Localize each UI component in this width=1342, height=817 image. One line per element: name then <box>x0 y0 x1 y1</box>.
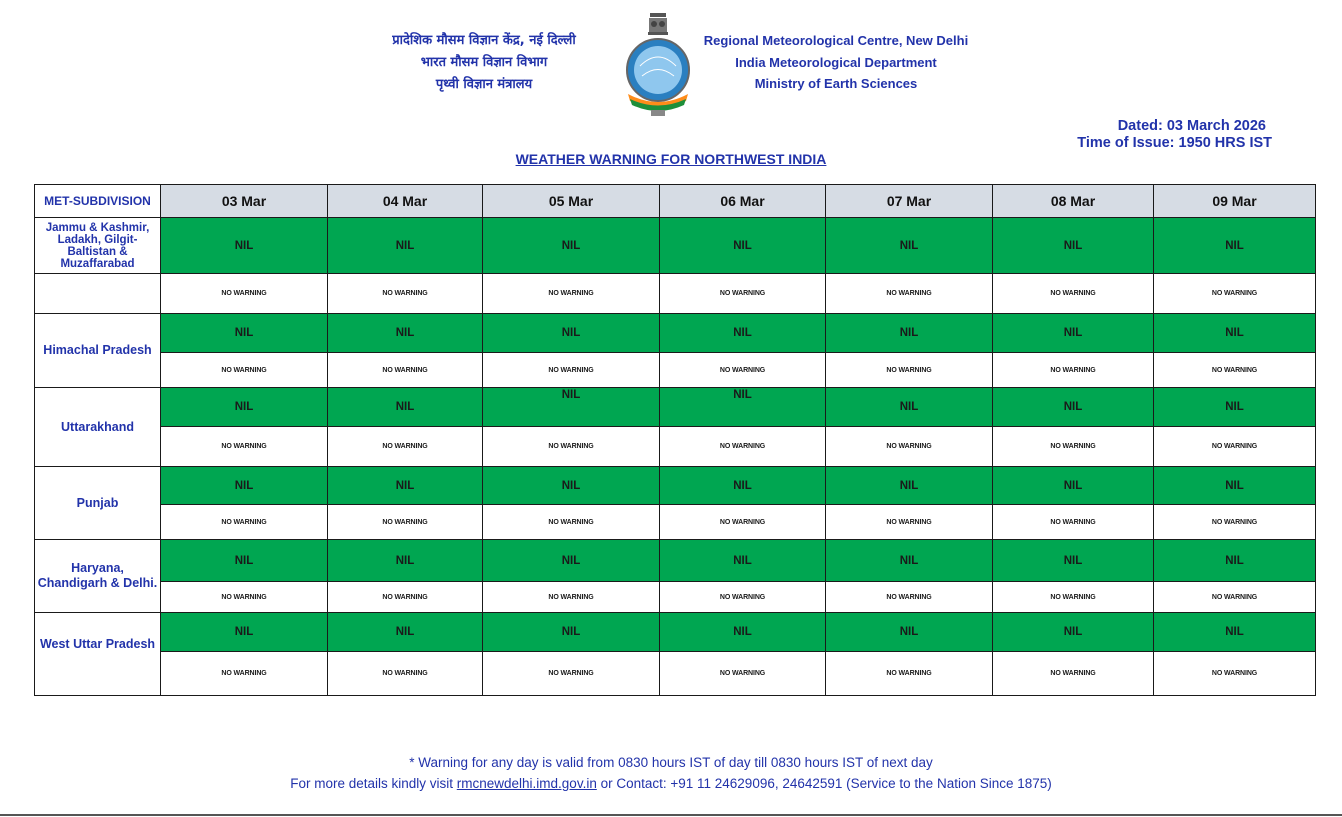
no-warning-cell: NO WARNING <box>660 505 826 540</box>
no-warning-cell: NO WARNING <box>993 582 1154 613</box>
website-link[interactable]: rmcnewdelhi.imd.gov.in <box>456 776 597 791</box>
no-warning-cell: NO WARNING <box>1154 274 1316 314</box>
no-warning-cell: NO WARNING <box>328 505 483 540</box>
details-suffix: or Contact: +91 11 24629096, 24642591 (Service to the Nation Since 1875) <box>596 776 1052 791</box>
no-warning-cell: NO WARNING <box>328 582 483 613</box>
nil-cell: NIL <box>328 218 483 274</box>
nil-cell: NIL <box>660 540 826 582</box>
region-west-uttar-pradesh: West Uttar Pradesh <box>35 613 161 696</box>
nil-cell: NIL <box>483 613 660 652</box>
region-himachal-pradesh: Himachal Pradesh <box>35 314 161 388</box>
table-row <box>35 353 1316 388</box>
nil-cell: NIL <box>826 314 993 353</box>
english-header <box>690 30 982 95</box>
nil-cell: NIL <box>161 218 328 274</box>
title-text: WEATHER WARNING FOR NORTHWEST INDIA <box>515 151 827 167</box>
no-warning-cell: NO WARNING <box>328 427 483 467</box>
nil-cell: NIL <box>1154 540 1316 582</box>
nil-cell: NIL <box>328 613 483 652</box>
date-header: 03 Mar <box>161 185 328 218</box>
nil-cell: NIL <box>328 314 483 353</box>
nil-cell: NIL <box>1154 314 1316 353</box>
nil-cell: NIL <box>660 218 826 274</box>
no-warning-cell: NO WARNING <box>483 427 660 467</box>
nil-cell: NIL <box>483 218 660 274</box>
time-of-issue: Time of Issue: 1950 HRS IST <box>1077 135 1272 151</box>
region-uttarakhand: Uttarakhand <box>35 388 161 467</box>
table-row <box>35 314 1316 353</box>
table-row <box>35 582 1316 613</box>
no-warning-cell: NO WARNING <box>1154 652 1316 696</box>
nil-cell: NIL <box>328 540 483 582</box>
contact-line <box>0 773 1342 794</box>
nil-cell: NIL <box>826 540 993 582</box>
no-warning-cell: NO WARNING <box>660 652 826 696</box>
dated-label: Dated: 03 March 2026 <box>1117 118 1266 134</box>
nil-cell: NIL <box>1154 218 1316 274</box>
no-warning-cell: NO WARNING <box>1154 353 1316 388</box>
details-prefix: For more details kindly visit <box>290 776 457 791</box>
nil-cell: NIL <box>483 314 660 353</box>
nil-cell: NIL <box>993 613 1154 652</box>
no-warning-cell: NO WARNING <box>161 353 328 388</box>
nil-cell: NIL <box>993 314 1154 353</box>
no-warning-cell: NO WARNING <box>826 652 993 696</box>
no-warning-cell: NO WARNING <box>328 353 483 388</box>
nil-cell: NIL <box>483 540 660 582</box>
table-row <box>35 652 1316 696</box>
nil-cell: NIL <box>826 388 993 427</box>
table-row <box>35 613 1316 652</box>
no-warning-cell: NO WARNING <box>993 427 1154 467</box>
nil-cell: NIL <box>161 613 328 652</box>
region-jammu-kashmir: Jammu & Kashmir, Ladakh, Gilgit-Baltistan & Muzaffarabad <box>35 218 161 274</box>
region-haryana-chandigarh-delhi: Haryana, Chandigarh & Delhi. <box>35 540 161 613</box>
nil-cell: NIL <box>826 467 993 505</box>
no-warning-cell: NO WARNING <box>993 652 1154 696</box>
no-warning-cell: NO WARNING <box>328 652 483 696</box>
no-warning-cell: NO WARNING <box>993 353 1154 388</box>
date-header: 09 Mar <box>1154 185 1316 218</box>
nil-cell: NIL <box>993 218 1154 274</box>
hindi-line-1: प्रादेशिक मौसम विज्ञान केंद्र, नई दिल्ली <box>392 33 576 48</box>
no-warning-cell: NO WARNING <box>483 274 660 314</box>
no-warning-cell: NO WARNING <box>993 505 1154 540</box>
table-header-row <box>35 185 1316 218</box>
nil-cell: NIL <box>161 388 328 427</box>
table-row <box>35 218 1316 274</box>
no-warning-cell: NO WARNING <box>826 353 993 388</box>
region-blank-cell <box>35 274 161 314</box>
nil-cell: NIL <box>483 388 660 427</box>
table-row <box>35 427 1316 467</box>
issue-info <box>1077 118 1272 152</box>
region-punjab: Punjab <box>35 467 161 540</box>
no-warning-cell: NO WARNING <box>660 427 826 467</box>
nil-cell: NIL <box>660 467 826 505</box>
nil-cell: NIL <box>993 540 1154 582</box>
nil-cell: NIL <box>826 218 993 274</box>
hindi-header <box>360 30 608 96</box>
nil-cell: NIL <box>161 314 328 353</box>
no-warning-cell: NO WARNING <box>1154 505 1316 540</box>
date-header: 08 Mar <box>993 185 1154 218</box>
warning-table <box>34 184 1316 696</box>
no-warning-cell: NO WARNING <box>483 505 660 540</box>
no-warning-cell: NO WARNING <box>826 582 993 613</box>
no-warning-cell: NO WARNING <box>660 274 826 314</box>
no-warning-cell: NO WARNING <box>660 353 826 388</box>
document-title <box>0 151 1342 167</box>
nil-cell: NIL <box>993 467 1154 505</box>
no-warning-cell: NO WARNING <box>826 274 993 314</box>
nil-cell: NIL <box>1154 388 1316 427</box>
no-warning-cell: NO WARNING <box>328 274 483 314</box>
nil-cell: NIL <box>826 613 993 652</box>
no-warning-cell: NO WARNING <box>826 427 993 467</box>
nil-cell: NIL <box>1154 613 1316 652</box>
no-warning-cell: NO WARNING <box>161 652 328 696</box>
no-warning-cell: NO WARNING <box>483 353 660 388</box>
nil-cell: NIL <box>660 314 826 353</box>
hindi-line-3: पृथ्वी विज्ञान मंत्रालय <box>435 77 533 92</box>
no-warning-cell: NO WARNING <box>161 274 328 314</box>
no-warning-cell: NO WARNING <box>161 427 328 467</box>
nil-cell: NIL <box>161 467 328 505</box>
english-line-3: Ministry of Earth Sciences <box>754 76 918 91</box>
nil-cell: NIL <box>328 388 483 427</box>
hindi-line-2: भारत मौसम विज्ञान विभाग <box>420 55 548 70</box>
no-warning-cell: NO WARNING <box>826 505 993 540</box>
no-warning-cell: NO WARNING <box>1154 582 1316 613</box>
validity-note: * Warning for any day is valid from 0830 hours IST of day till 0830 hours IST of next day <box>409 755 933 770</box>
nil-cell: NIL <box>483 467 660 505</box>
no-warning-cell: NO WARNING <box>1154 427 1316 467</box>
date-header: 07 Mar <box>826 185 993 218</box>
nil-cell: NIL <box>660 388 826 427</box>
no-warning-cell: NO WARNING <box>660 582 826 613</box>
english-line-1: Regional Meteorological Centre, New Delhi <box>703 33 969 48</box>
english-line-2: India Meteorological Department <box>735 54 937 70</box>
subdivision-header: MET-SUBDIVISION <box>35 185 161 218</box>
no-warning-cell: NO WARNING <box>483 652 660 696</box>
table-row <box>35 388 1316 427</box>
nil-cell: NIL <box>1154 467 1316 505</box>
bottom-divider <box>0 814 1342 816</box>
table-row <box>35 274 1316 314</box>
table-row <box>35 540 1316 582</box>
table-row <box>35 467 1316 505</box>
no-warning-cell: NO WARNING <box>483 582 660 613</box>
no-warning-cell: NO WARNING <box>161 582 328 613</box>
nil-cell: NIL <box>660 613 826 652</box>
nil-cell: NIL <box>328 467 483 505</box>
nil-cell: NIL <box>161 540 328 582</box>
table-row <box>35 505 1316 540</box>
date-header: 04 Mar <box>328 185 483 218</box>
no-warning-cell: NO WARNING <box>993 274 1154 314</box>
no-warning-cell: NO WARNING <box>161 505 328 540</box>
date-header: 06 Mar <box>660 185 826 218</box>
nil-cell: NIL <box>993 388 1154 427</box>
footer <box>0 752 1342 794</box>
imd-emblem-icon <box>618 8 698 118</box>
date-header: 05 Mar <box>483 185 660 218</box>
